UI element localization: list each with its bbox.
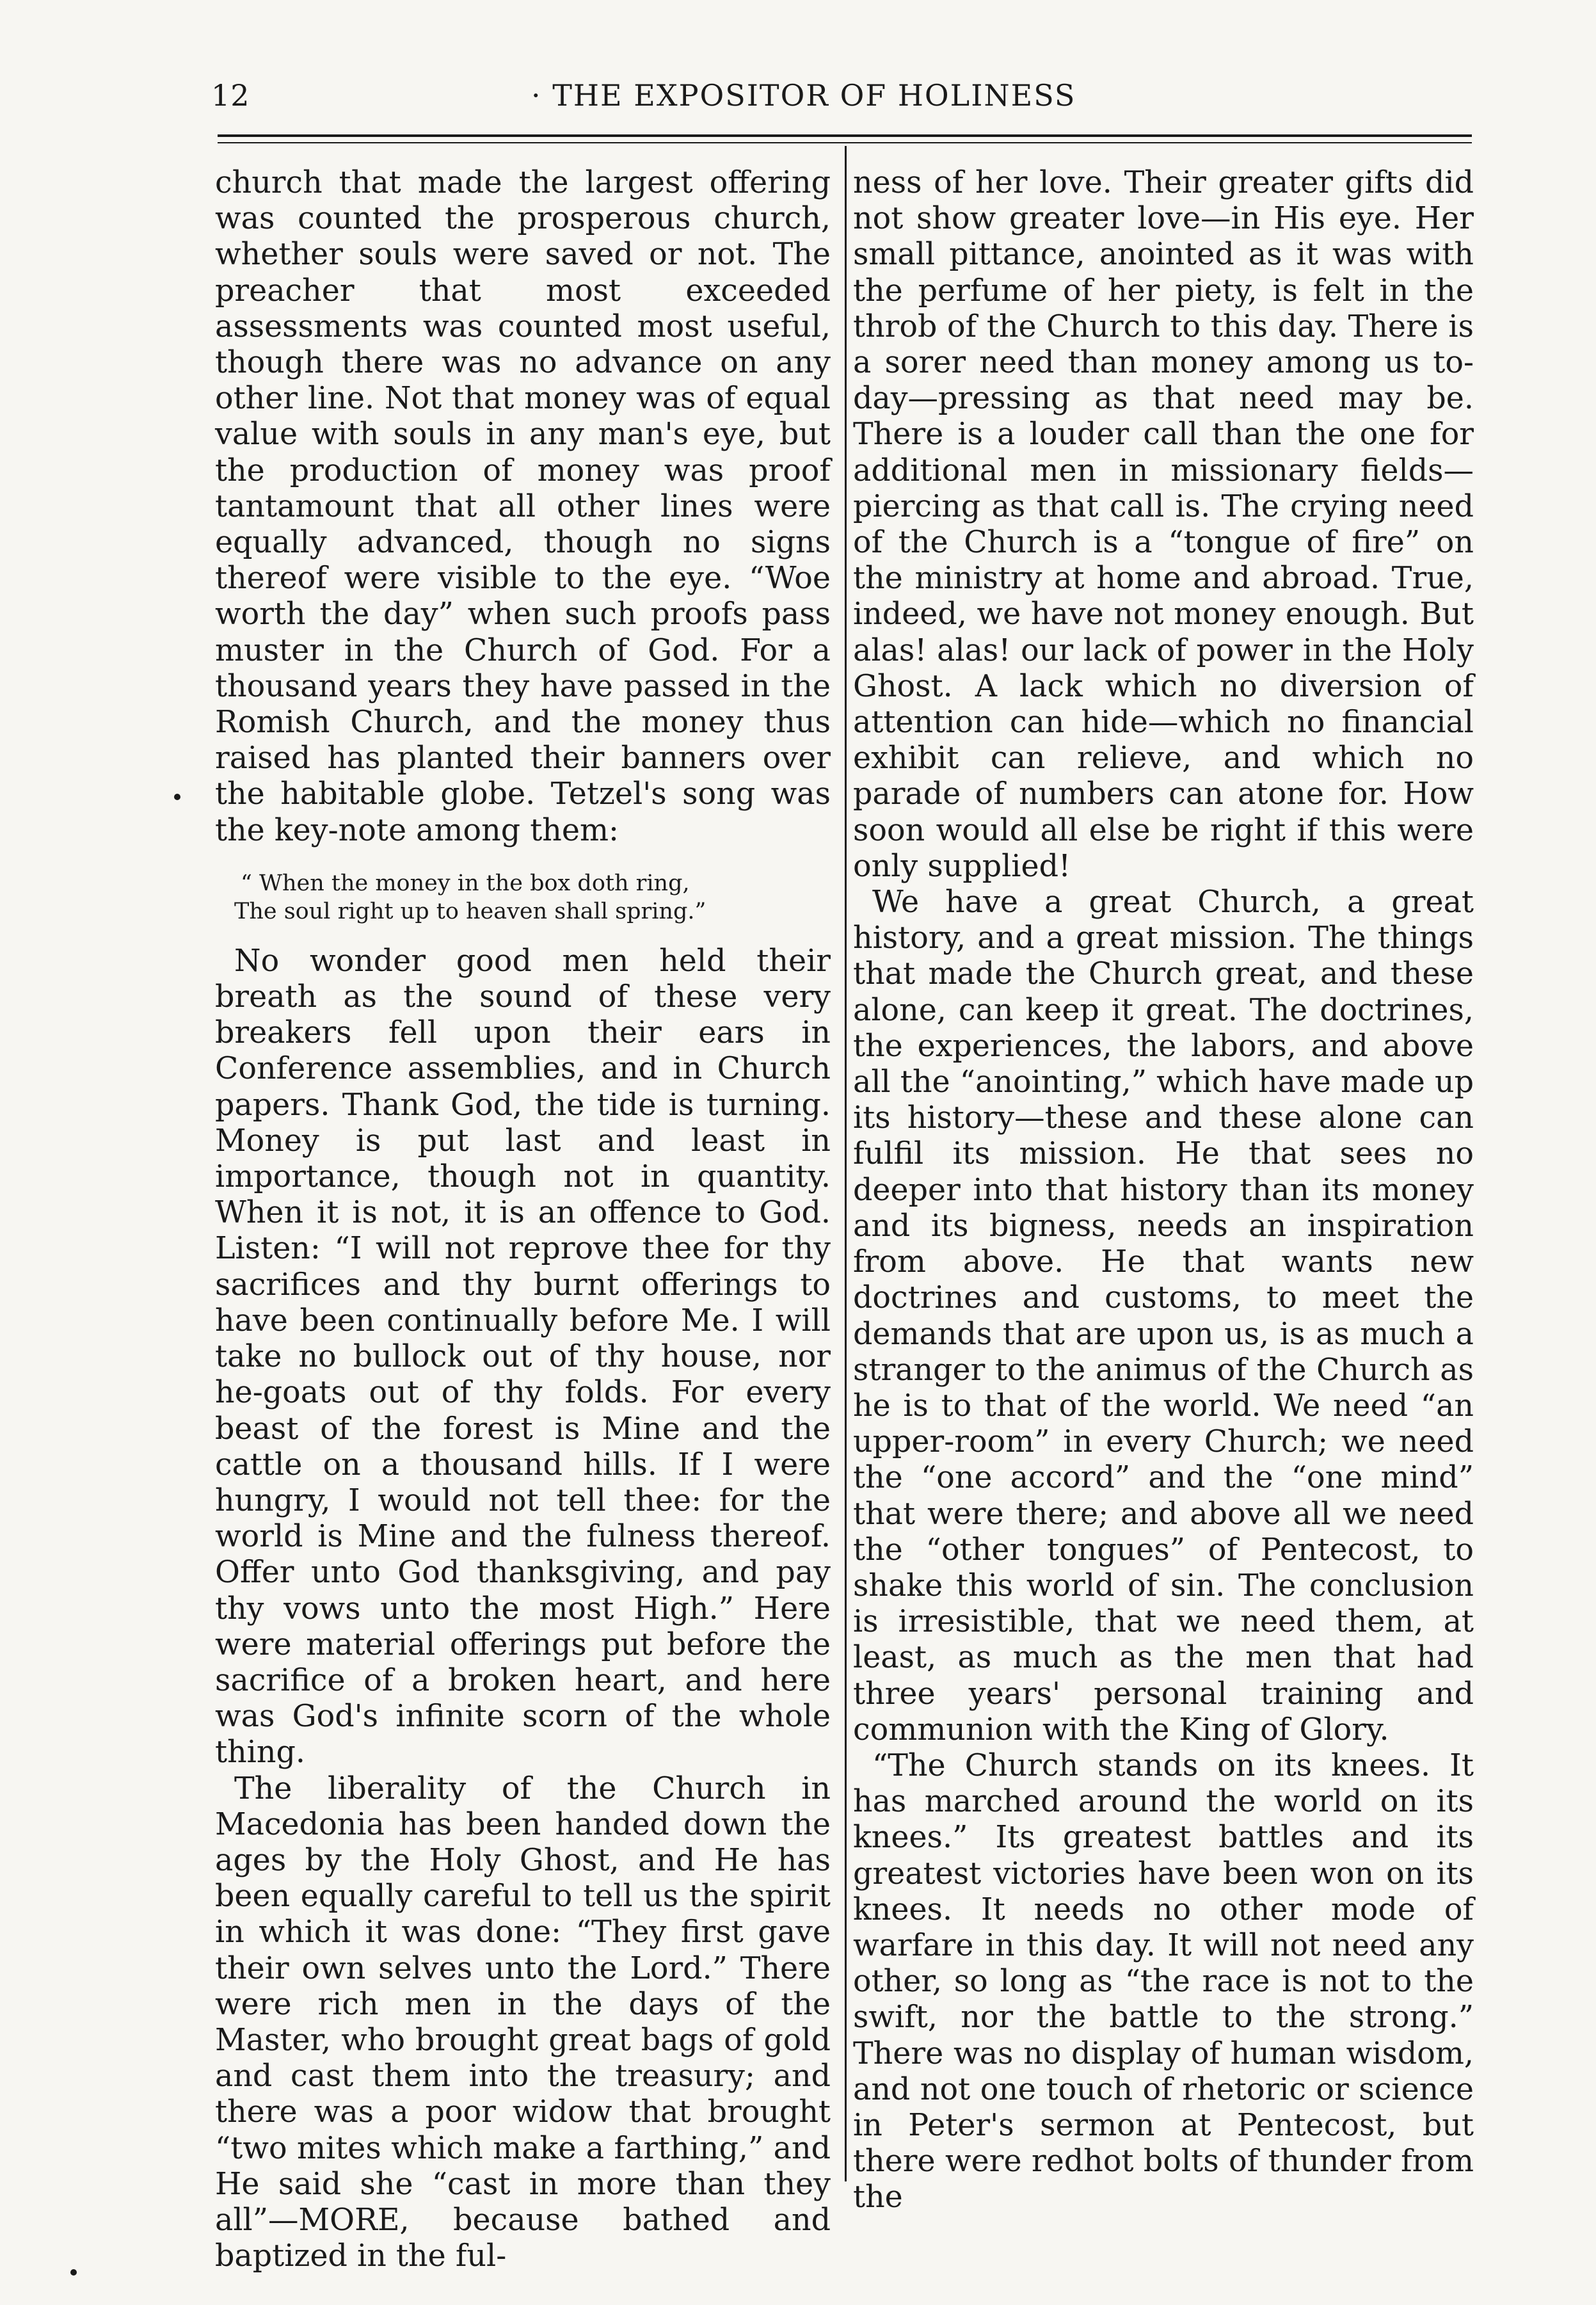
paragraph: church that made the largest offering was counted the prosperous church, whether souls were saved or not. The preacher that most exceeded assessments was counted most useful, though there was no advance on any other line. Not that money was of equal value with souls in any man's eye, but the production of money was proof tantamount that all other lines were equally advanced, though no signs thereof were visible to the eye. “Woe worth the day” when such proofs pass muster in the Church of God. For a thousand years they have passed in the Romish Church, and the money thus raised has planted their banners over the habitable globe. Tetzel's song was the key-note among them: [215, 165, 831, 848]
margin-mark [174, 794, 180, 800]
paragraph: ness of her love. Their greater gifts did not show greater love—in His eye. Her small pittance, anointed as it was with the perfume of her piety, is felt in the throb of the Church to this day. There is a sorer need than money among us to-day—pressing as that need may be. There is a louder call than the one for additional men in missionary fields—piercing as that call is. The crying need of the Church is a “tongue of fire” on the ministry at home and abroad. True, indeed, we have not money enough. But alas! alas! our lack of power in the Holy Ghost. A lack which no diversion of attention can hide—which no financial exhibit can relieve, and which no parade of numbers can atone for. How soon would all else be right if this were only supplied! [853, 165, 1474, 884]
poem-line: “ When the money in the box doth ring, [241, 870, 690, 896]
paragraph: The liberality of the Church in Macedonia has been handed down the ages by the Holy Ghost, and He has been equally careful to tell us the spirit in which it was done: “They first gave their own selves unto the Lord.” There were rich men in the days of the Master, who brought great bags of gold and cast them into the treasury; and there was a poor widow that brought “two mites which make a farthing,” and He said she “cast in more than they all”—MORE, because bathed and baptized in the ful- [215, 1771, 831, 2274]
page-header [211, 78, 1472, 129]
column-divider [845, 146, 847, 2181]
page-number: 12 [211, 78, 250, 113]
right-column [853, 165, 1474, 2216]
header-rule-thin [218, 142, 1472, 143]
left-column [215, 165, 831, 2274]
margin-mark [70, 2269, 77, 2276]
poem-line: The soul right up to heaven shall spring.” [234, 898, 706, 924]
paragraph: No wonder good men held their breath as the sound of these very breakers fell upon their ears in Conference assemblies, and in Church papers. Thank God, the tide is turning. Money is put last and least in importance, though not in quantity. When it is not, it is an offence to God. Listen: “I will not reprove thee for thy sacrifices and thy burnt offerings to have been continually before Me. I will take no bullock out of thy house, nor he-goats out of thy folds. For every beast of the forest is Mine and the cattle on a thousand hills. If I were hungry, I would not tell thee: for the world is Mine and the fulness thereof. Offer unto God thanksgiving, and pay thy vows unto the most High.” Here were material offerings put before the sacrifice of a broken heart, and here was God's infinite scorn of the whole thing. [215, 943, 831, 1771]
paragraph: “The Church stands on its knees. It has marched around the world on its knees.” Its greatest battles and its greatest victories have been won on its knees. It needs no other mode of warfare in this day. It will not need any other, so long as “the race is not to the swift, nor the battle to the strong.” There was no display of human wisdom, and not one touch of rhetoric or science in Peter's sermon at Pentecost, but there were redhot bolts of thunder from the [853, 1747, 1474, 2215]
running-title: · THE EXPOSITOR OF HOLINESS [531, 78, 1076, 113]
poem-quote [215, 869, 831, 926]
paragraph: We have a great Church, a great history, and a great mission. The things that made the Church great, and these alone, can keep it great. The doctrines, the experiences, the labors, and above all the “anointing,” which have made up its history—these and these alone can fulfil its mission. He that sees no deeper into that history than its money and its bigness, needs an inspiration from above. He that wants new doctrines and customs, to meet the demands that are upon us, is as much a stranger to the animus of the Church as he is to that of the world. We need “an upper-room” in every Church; we need the “one accord” and the “one mind” that were there; and above all we need the “other tongues” of Pentecost, to shake this world of sin. The conclusion is irresistible, that we need them, at least, as much as the men that had three years' personal training and communion with the King of Glory. [853, 885, 1474, 1747]
header-rule-thick [218, 134, 1472, 137]
